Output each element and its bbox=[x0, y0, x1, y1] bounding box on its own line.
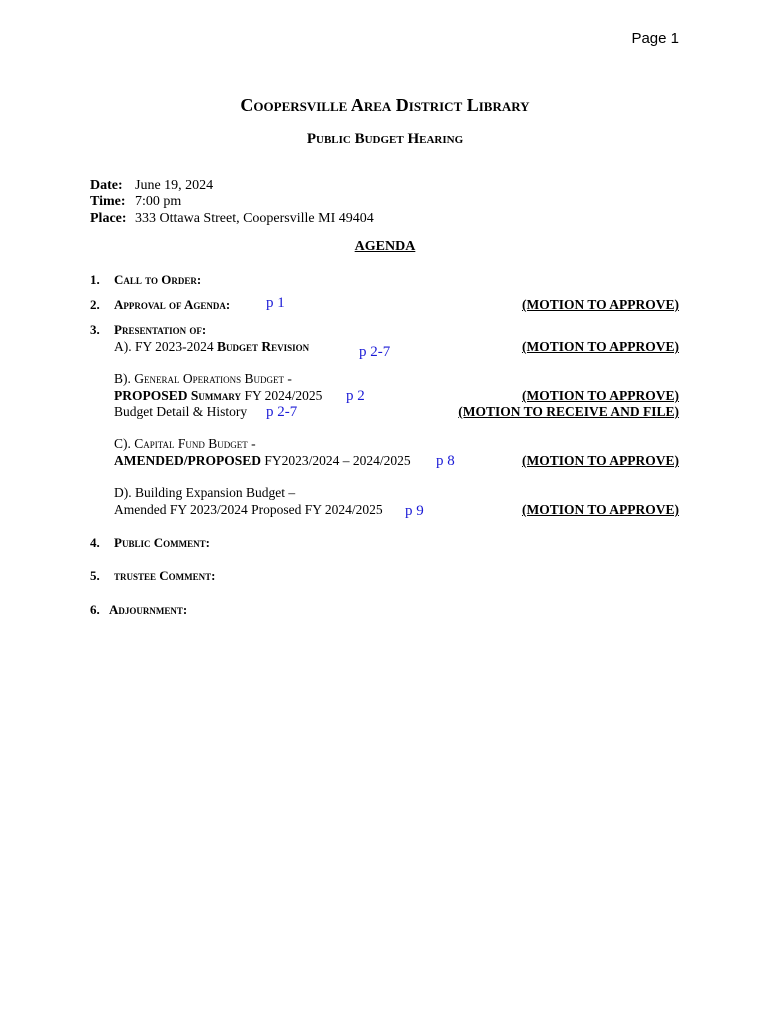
meta-date bbox=[90, 178, 213, 194]
item-2-label: Approval of Agenda: bbox=[114, 297, 231, 312]
item-3c-line1: C). Capital Fund Budget - bbox=[114, 436, 256, 451]
item-3d-motion: (MOTION TO APPROVE) bbox=[521, 502, 679, 517]
item-3a-bold: Budget Revision bbox=[217, 339, 310, 354]
item-4-label: Public Comment: bbox=[114, 535, 210, 550]
item-3c-line2 bbox=[114, 453, 411, 469]
agenda-heading: AGENDA bbox=[354, 239, 416, 254]
item-6-number: 6. bbox=[90, 602, 100, 617]
item-2-motion: (MOTION TO APPROVE) bbox=[521, 297, 679, 312]
item-4-number: 4. bbox=[90, 535, 100, 550]
item-3a-prefix: A). FY 2023-2024 bbox=[114, 339, 217, 354]
item-3c-page-link[interactable]: p 8 bbox=[436, 453, 455, 469]
item-3a-line bbox=[114, 339, 309, 355]
item-3a-motion: (MOTION TO APPROVE) bbox=[521, 339, 679, 354]
date-label: Date: bbox=[90, 178, 123, 193]
item-1-label: Call to Order: bbox=[114, 272, 202, 287]
item-3b-page-link[interactable]: p 2 bbox=[346, 388, 365, 404]
page-number: Page 1 bbox=[631, 30, 679, 47]
place-value: 333 Ottawa Street, Coopersville MI 49404 bbox=[135, 211, 374, 226]
item-3b-line1: B). General Operations Budget - bbox=[114, 371, 292, 386]
item-3b-line3: Budget Detail & History bbox=[114, 404, 248, 419]
item-3b-bold: PROPOSED Summary bbox=[114, 388, 242, 403]
item-3b-rest: FY 2024/2025 bbox=[241, 388, 323, 403]
item-3c-rest: FY2023/2024 – 2024/2025 bbox=[261, 453, 411, 468]
item-3c-motion: (MOTION TO APPROVE) bbox=[521, 453, 679, 468]
item-3c-bold: AMENDED/PROPOSED bbox=[114, 453, 262, 468]
item-2-page-link[interactable]: p 1 bbox=[266, 295, 285, 311]
item-6-label: Adjournment: bbox=[109, 602, 188, 617]
item-3-number: 3. bbox=[90, 322, 100, 337]
item-3b-detail-page-link[interactable]: p 2-7 bbox=[266, 404, 298, 420]
item-3b-line2 bbox=[114, 388, 322, 404]
item-3a-page-link[interactable]: p 2-7 bbox=[359, 344, 391, 360]
item-1-number: 1. bbox=[90, 272, 100, 287]
document-subtitle: Public Budget Hearing bbox=[306, 131, 464, 147]
time-label: Time: bbox=[90, 194, 126, 209]
item-5-label: trustee Comment: bbox=[114, 568, 216, 583]
item-5-number: 5. bbox=[90, 568, 100, 583]
meta-time bbox=[90, 194, 181, 210]
item-3-label: Presentation of: bbox=[114, 322, 207, 337]
time-value: 7:00 pm bbox=[135, 194, 182, 209]
item-2-number: 2. bbox=[90, 297, 100, 312]
place-label: Place: bbox=[90, 211, 127, 226]
item-3b-motion-receive: (MOTION TO RECEIVE AND FILE) bbox=[458, 404, 679, 419]
item-3b-motion-approve: (MOTION TO APPROVE) bbox=[521, 388, 679, 403]
document-title: Coopersville Area District Library bbox=[240, 95, 530, 115]
meta-place bbox=[90, 211, 374, 227]
item-3d-line1: D). Building Expansion Budget – bbox=[114, 485, 296, 500]
date-value: June 19, 2024 bbox=[135, 178, 214, 193]
item-3d-page-link[interactable]: p 9 bbox=[405, 503, 424, 519]
item-3d-line2: Amended FY 2023/2024 Proposed FY 2024/2025 bbox=[114, 502, 383, 517]
